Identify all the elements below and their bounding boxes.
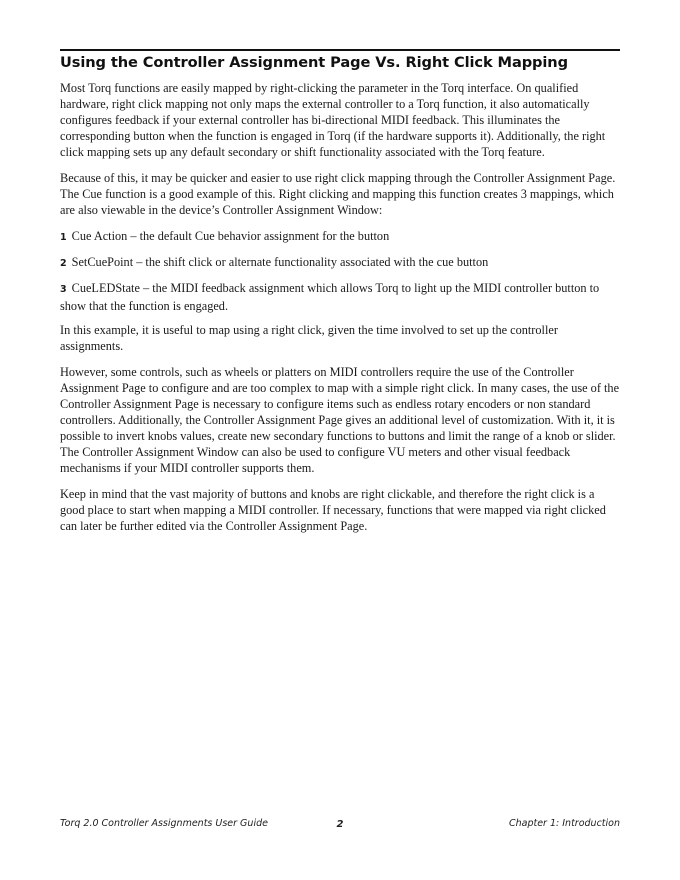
- list-text: SetCuePoint – the shift click or alternate functionality associated with the cue button: [71, 255, 489, 269]
- list-number: 2: [60, 258, 67, 269]
- section-heading: Using the Controller Assignment Page Vs. Right Click Mapping: [60, 54, 568, 71]
- document-body: [60, 80, 620, 544]
- list-item: [60, 228, 620, 246]
- page-number: 2: [336, 819, 344, 830]
- footer-chapter: Chapter 1: Introduction: [508, 818, 620, 829]
- list-text: Cue Action – the default Cue behavior assignment for the button: [71, 229, 390, 243]
- page-footer: [60, 818, 620, 832]
- paragraph-2: Because of this, it may be quicker and easier to use right click mapping through the Controller Assignment Page. The Cue function is a good example of this. Right clicking and mapping this function creates 3 mappings, which are also viewable in the device’s Controller Assignment Window:: [60, 171, 616, 217]
- list-number: 3: [60, 284, 67, 295]
- footer-guide-title: Torq 2.0 Controller Assignments User Guide: [60, 818, 268, 829]
- heading-rule: [60, 49, 620, 51]
- list-text: CueLEDState – the MIDI feedback assignment which allows Torq to light up the MIDI controller button to show that the function is engaged.: [60, 281, 600, 313]
- list-item: [60, 254, 620, 272]
- paragraph-4: However, some controls, such as wheels or platters on MIDI controllers require the use of the Controller Assignment Page to configure and are too complex to map with a simple right click. In many cases, the use of the Controller Assignment Page is necessary to configure items such as endless rotary encoders or non standard controllers. Additionally, the Controller Assignment Page gives an additional level of customization. With it, it is possible to invert knobs values, create new secondary functions to buttons and limit the range of a knob or slider. The Controller Assignment Window can also be used to configure VU meters and other visual feedback mechanisms if your MIDI controller supports them.: [60, 365, 620, 475]
- list-item: [60, 280, 620, 314]
- paragraph-5: Keep in mind that the vast majority of buttons and knobs are right clickable, and therefore the right click is a good place to start when mapping a MIDI controller. If necessary, functions that were mapped via right clicked can later be further edited via the Controller Assignment Page.: [60, 487, 606, 533]
- paragraph-1: Most Torq functions are easily mapped by right-clicking the parameter in the Torq interface. On qualified hardware, right click mapping not only maps the external controller to a Torq function, it also automatically configures feedback if your external controller has bi-directional MIDI feedback. This illuminates the corresponding button when the function is engaged in Torq (if the hardware supports it). Additionally, the right click mapping sets up any default secondary or shift functionality associated with the Torq feature.: [60, 81, 606, 159]
- paragraph-3: In this example, it is useful to map using a right click, given the time involved to set up the controller assignments.: [60, 323, 558, 353]
- list-number: 1: [60, 232, 67, 243]
